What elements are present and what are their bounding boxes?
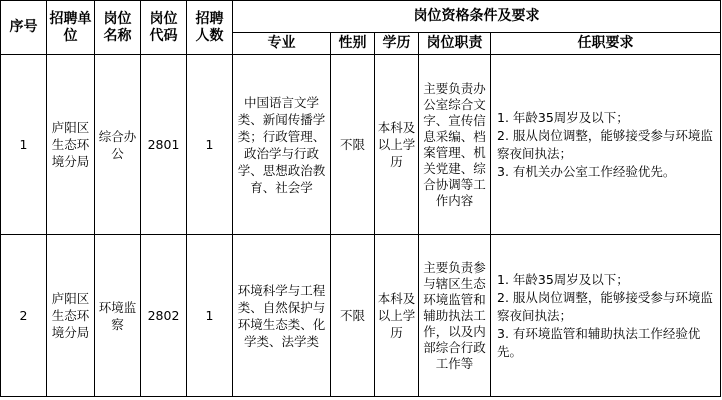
table-row: [1, 235, 721, 397]
cell-count: 1: [187, 55, 233, 235]
cell-gender: 不限: [331, 235, 375, 397]
requirement-item: 2. 服从岗位调整，能够接受参与环境监察夜间执法；: [497, 127, 713, 161]
cell-requirements: [491, 55, 721, 235]
header-unit: 招聘单位: [47, 1, 95, 55]
requirement-item: 3. 有机关办公室工作经验优先。: [497, 163, 676, 179]
cell-duty: 主要负责参与辖区生态环境监管和辅助执法工作，以及内部综合行政工作等: [419, 235, 491, 397]
table-row: [1, 55, 721, 235]
header-major: 专业: [233, 33, 331, 55]
cell-education: 本科及以上学历: [375, 55, 419, 235]
header-row-top: [1, 1, 721, 33]
cell-education: 本科及以上学历: [375, 235, 419, 397]
cell-requirements: [491, 235, 721, 397]
cell-code: 2801: [141, 55, 187, 235]
requirement-item: 2. 服从岗位调整，能够接受参与环境监察夜间执法；: [497, 289, 713, 323]
requirement-item: 3. 有环境监管和辅助执法工作经验优先。: [497, 325, 701, 359]
header-requirements: 任职要求: [491, 33, 721, 55]
header-gender: 性别: [331, 33, 375, 55]
cell-gender: 不限: [331, 55, 375, 235]
cell-major: 中国语言文学类、新闻传播学类；行政管理、政治学与行政学、思想政治教育、社会学: [233, 55, 331, 235]
cell-position: 环境监察: [95, 235, 141, 397]
cell-code: 2802: [141, 235, 187, 397]
cell-index: 2: [1, 235, 47, 397]
header-conditions: 岗位资格条件及要求: [233, 1, 721, 33]
header-position: 岗位名称: [95, 1, 141, 55]
cell-major: 环境科学与工程类、自然保护与环境生态类、化学类、法学类: [233, 235, 331, 397]
header-duty: 岗位职责: [419, 33, 491, 55]
header-code: 岗位代码: [141, 1, 187, 55]
header-count: 招聘人数: [187, 1, 233, 55]
header-index: 序号: [1, 1, 47, 55]
requirement-item: 1. 年龄35周岁及以下；: [497, 271, 629, 287]
cell-position: 综合办公: [95, 55, 141, 235]
header-education: 学历: [375, 33, 419, 55]
requirement-item: 1. 年龄35周岁及以下；: [497, 109, 629, 125]
cell-index: 1: [1, 55, 47, 235]
cell-unit: 庐阳区生态环境分局: [47, 235, 95, 397]
cell-count: 1: [187, 235, 233, 397]
cell-duty: 主要负责办公室综合文字、宣传信息采编、档案管理、机关党建、综合协调等工作内容: [419, 55, 491, 235]
cell-unit: 庐阳区生态环境分局: [47, 55, 95, 235]
